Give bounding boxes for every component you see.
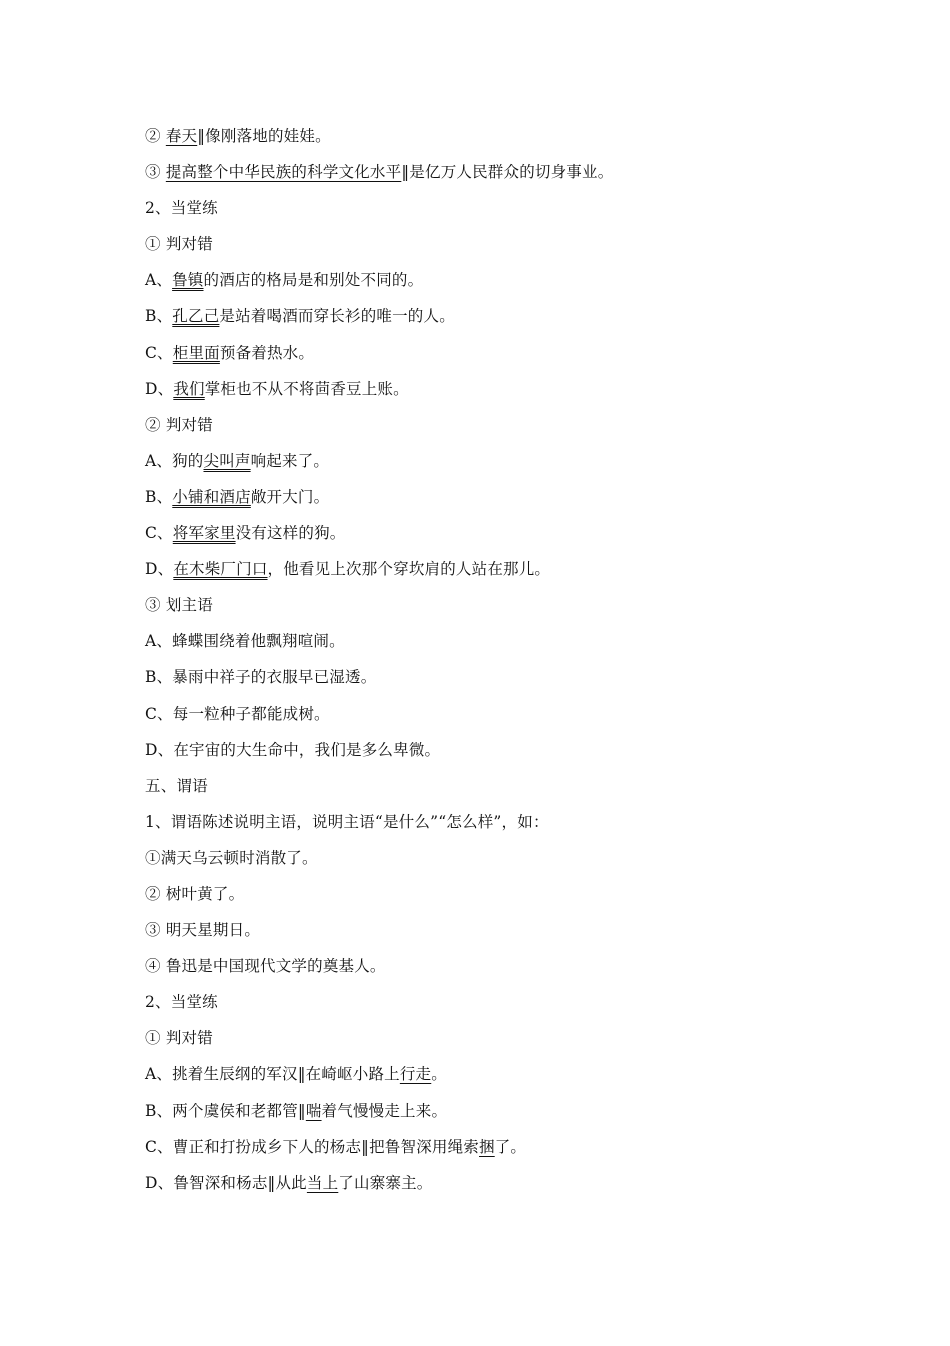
underlined-text: 我们 (173, 379, 205, 398)
text-segment: A、挑着生辰纲的军汉‖在崎岖小路上 (145, 1065, 400, 1084)
text-segment: 是站着喝酒而穿长衫的唯一的人。 (219, 307, 455, 326)
underlined-text: 小铺和酒店 (172, 487, 251, 506)
underlined-text: 春天 (165, 127, 198, 145)
text-segment: 。 (431, 1065, 447, 1084)
text-segment: ② (145, 127, 166, 145)
text-line (145, 696, 865, 732)
text-line (145, 226, 865, 262)
text-line (145, 515, 865, 551)
underlined-text: 尖叫声 (203, 451, 251, 470)
text-segment: ① 判对错 (145, 1029, 213, 1048)
text-line (145, 948, 865, 984)
text-line (145, 551, 865, 587)
text-line (145, 154, 865, 190)
text-segment: ③ (145, 163, 166, 182)
text-segment: B、 (145, 487, 173, 506)
text-segment: 掌柜也不从不将茴香豆上账。 (204, 379, 409, 398)
text-segment: ‖像刚落地的娃娃。 (197, 127, 331, 145)
text-line (145, 479, 865, 515)
text-line (145, 1165, 865, 1201)
underlined-text: 当上 (306, 1173, 339, 1192)
text-segment: C、曹正和打扮成乡下人的杨志‖把鲁智深用绳索 (145, 1137, 480, 1156)
text-line (145, 840, 865, 876)
text-segment: B、暴雨中祥子的衣服早已湿透。 (145, 668, 377, 687)
underlined-text: 孔乙己 (172, 307, 220, 326)
text-segment: 敞开大门。 (250, 487, 330, 506)
text-segment: ② 树叶黄了。 (145, 884, 245, 903)
text-segment: 1、谓语陈述说明主语，说明主语“是什么”“怎么样”，如： (145, 812, 549, 831)
text-segment: B、两个虞侯和老都管‖ (145, 1101, 306, 1120)
text-segment: ‖是亿万人民群众的切身事业。 (401, 163, 614, 182)
text-segment: A、 (145, 271, 173, 290)
text-line (145, 804, 865, 840)
text-segment: D、在宇宙的大生命中，我们是多么卑微。 (145, 740, 441, 759)
text-segment: B、 (145, 307, 173, 326)
text-line (145, 623, 865, 659)
underlined-text: 捆 (479, 1137, 495, 1156)
text-line (145, 1020, 865, 1056)
text-segment: ，他看见上次那个穿坎肩的人站在那儿。 (267, 560, 551, 579)
text-segment: ② 判对错 (145, 415, 213, 434)
text-segment: C、每一粒种子都能成树。 (145, 704, 330, 723)
text-segment: 2、当堂练 (145, 993, 218, 1012)
text-segment: 了。 (494, 1137, 527, 1156)
text-segment: 响起来了。 (250, 451, 330, 470)
text-segment: C、 (145, 524, 173, 543)
text-segment: 2、当堂练 (145, 199, 218, 218)
text-segment: D、 (145, 560, 174, 579)
text-segment: 的酒店的格局是和别处不同的。 (203, 271, 424, 290)
text-line (145, 1093, 865, 1129)
text-segment: 了山寨寨主。 (338, 1173, 433, 1192)
text-segment: ④ 鲁迅是中国现代文学的奠基人。 (145, 957, 386, 976)
text-line (145, 298, 865, 334)
document-page (145, 118, 865, 1201)
text-line (145, 1129, 865, 1165)
text-segment: A、蜂蝶围绕着他飘翔喧闹。 (145, 632, 345, 651)
underlined-text: 在木柴厂门口 (173, 560, 268, 579)
text-line (145, 876, 865, 912)
text-segment: 五、谓语 (145, 776, 208, 795)
text-segment: ① 判对错 (145, 235, 213, 254)
text-line (145, 587, 865, 623)
text-segment: C、 (145, 343, 173, 362)
text-line (145, 190, 865, 226)
underlined-text: 提高整个中华民族的科学文化水平 (165, 163, 402, 182)
text-line (145, 335, 865, 371)
text-segment: 着气慢慢走上来。 (321, 1101, 448, 1120)
underlined-text: 行走 (399, 1065, 432, 1084)
text-segment: ③ 明天星期日。 (145, 921, 261, 940)
text-line (145, 984, 865, 1020)
text-line (145, 768, 865, 804)
text-line (145, 443, 865, 479)
underlined-text: 鲁镇 (172, 271, 204, 290)
text-segment: A、狗的 (145, 451, 204, 470)
text-segment: ①满天乌云顿时消散了。 (145, 848, 318, 867)
text-line (145, 659, 865, 695)
text-segment: 没有这样的狗。 (235, 524, 346, 543)
text-line (145, 407, 865, 443)
text-line (145, 262, 865, 298)
underlined-text: 柜里面 (172, 343, 220, 362)
underlined-text: 喘 (305, 1101, 322, 1120)
text-line (145, 371, 865, 407)
text-line (145, 912, 865, 948)
text-segment: ③ 划主语 (145, 596, 213, 615)
text-line (145, 1056, 865, 1092)
text-line (145, 732, 865, 768)
text-segment: D、 (145, 379, 174, 398)
underlined-text: 将军家里 (172, 524, 236, 543)
text-line (145, 118, 865, 154)
text-segment: D、鲁智深和杨志‖从此 (145, 1173, 307, 1192)
text-segment: 预备着热水。 (219, 343, 315, 362)
